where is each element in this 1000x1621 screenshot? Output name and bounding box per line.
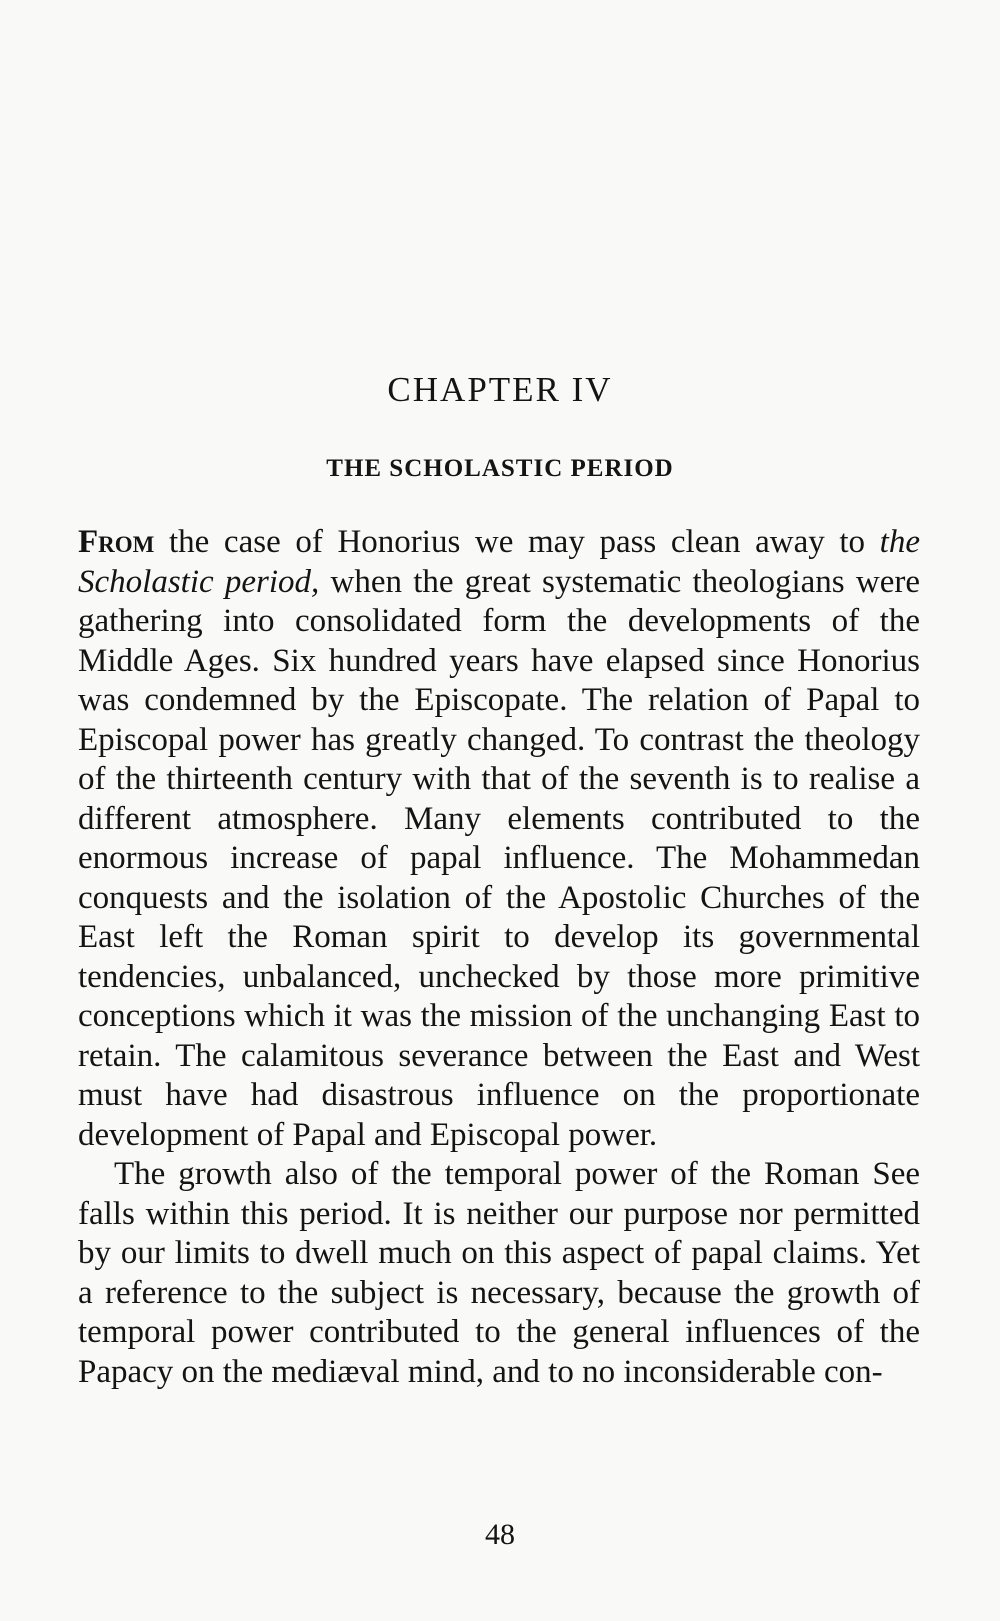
- paragraph-1-text-a: the case of Honorius we may pass clean away to: [154, 524, 880, 560]
- page-number: 48: [485, 1518, 515, 1551]
- paragraph-2: The growth also of the temporal power of the Roman See falls within this period. It is neither our purpose nor permitted by our limits to dwell much on this aspect of papal claims. Yet a reference to the subject is necessary, because the growth of temporal power contributed to the general influences of the Papacy on the mediæval mind, and to no inconsiderable con-: [78, 1156, 920, 1390]
- paragraph-1: [78, 523, 920, 1155]
- chapter-subheading: THE SCHOLASTIC PERIOD: [326, 455, 674, 482]
- chapter-heading: CHAPTER IV: [387, 370, 613, 409]
- paragraph-1-text-b: when the great systematic theologians were gathering into consolidated form the developments of the Middle Ages. Six hundred years have elapsed since Honorius was condemned by the Episcopate. The relation of Papal to Episcopal power has greatly changed. To contrast the theology of the thirteenth century with that of the seventh is to realise a different atmosphere. Many elements contributed to the enormous increase of papal influence. The Mohammedan conquests and the isolation of the Apostolic Churches of the East left the Roman spirit to develop its governmental tendencies, unbalanced, unchecked by those more primitive conceptions which it was the mission of the unchanging East to retain. The calamitous severance between the East and West must have had disastrous influence on the proportionate development of Papal and Episcopal power.: [78, 563, 920, 1153]
- lead-word: From: [78, 524, 155, 560]
- emphasis-scholastic-period: the Scholastic period,: [78, 524, 920, 600]
- body-text: [78, 523, 920, 1392]
